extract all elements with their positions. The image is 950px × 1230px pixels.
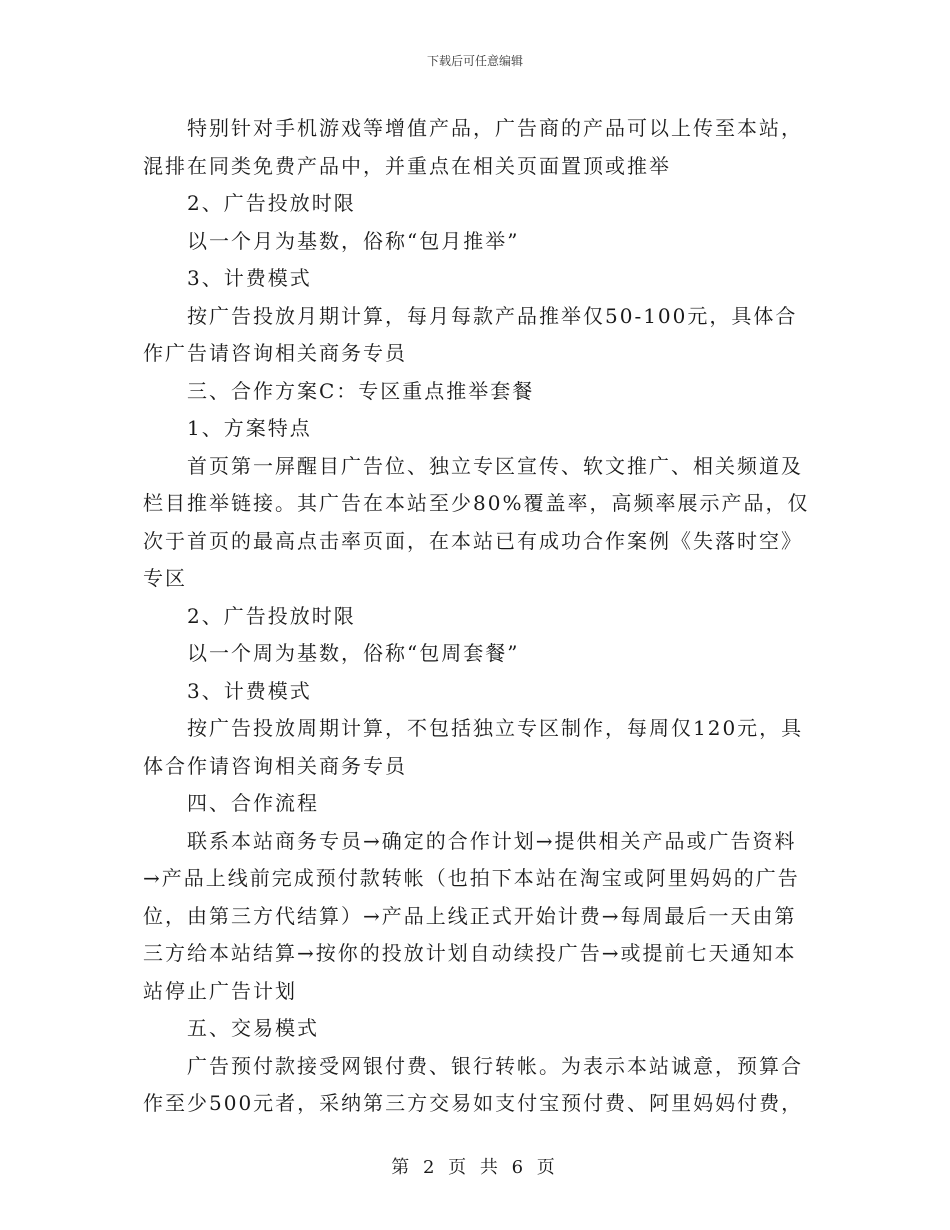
paragraph: 按广告投放周期计算，不包括独立专区制作，每周仅120元，具体合作请咨询相关商务专员 [143,716,804,778]
section-heading: 3、计费模式 [187,266,312,290]
section-heading: 三、合作方案C：专区重点推举套餐 [187,378,535,403]
header-note: 下载后可任意编辑 [426,54,523,68]
page-number: 第 2 页 共 6 页 [391,1157,559,1178]
paragraph: 广告预付款接受网银付费、银行转帐。为表示本站诚意，预算合作至少500元者，采纳第三方交易如支付宝预付费、阿里妈妈付费， [143,1053,804,1115]
paragraph: 特别针对手机游戏等增值产品，广告商的产品可以上传至本站，混排在同类免费产品中，并重点在相关页面置顶或推举 [143,116,803,178]
section-heading: 五、交易模式 [187,1016,319,1040]
paragraph: 按广告投放月期计算，每月每款产品推举仅50-100元，具体合作广告请咨询相关商务专员 [143,303,798,365]
paragraph: 以一个周为基数，俗称“包周套餐” [187,641,520,665]
document-body [143,110,813,1123]
section-heading: 2、广告投放时限 [187,603,356,628]
section-heading: 3、计费模式 [187,678,312,703]
section-heading: 1、方案特点 [187,416,312,440]
section-heading: 四、合作流程 [187,791,319,815]
paragraph: 首页第一屏醒目广告位、独立专区宣传、软文推广、相关频道及栏目推举链接。其广告在本站至少80%覆盖率，高频率展示产品，仅次于首页的最高点击率页面，在本站已有成功合作案例《失落时空》专区 [143,453,810,590]
paragraph: 联系本站商务专员→确定的合作计划→提供相关产品或广告资料→产品上线前完成预付款转帐（也拍下本站在淘宝或阿里妈妈的广告位，由第三方代结算）→产品上线正式开始计费→每周最后一天由第三方给本站结算→按你的投放计划自动续投广告→或提前七天通知本站停止广告计划 [143,828,800,1003]
section-heading: 2、广告投放时限 [187,191,356,215]
paragraph: 以一个月为基数，俗称“包月推举” [187,228,520,253]
